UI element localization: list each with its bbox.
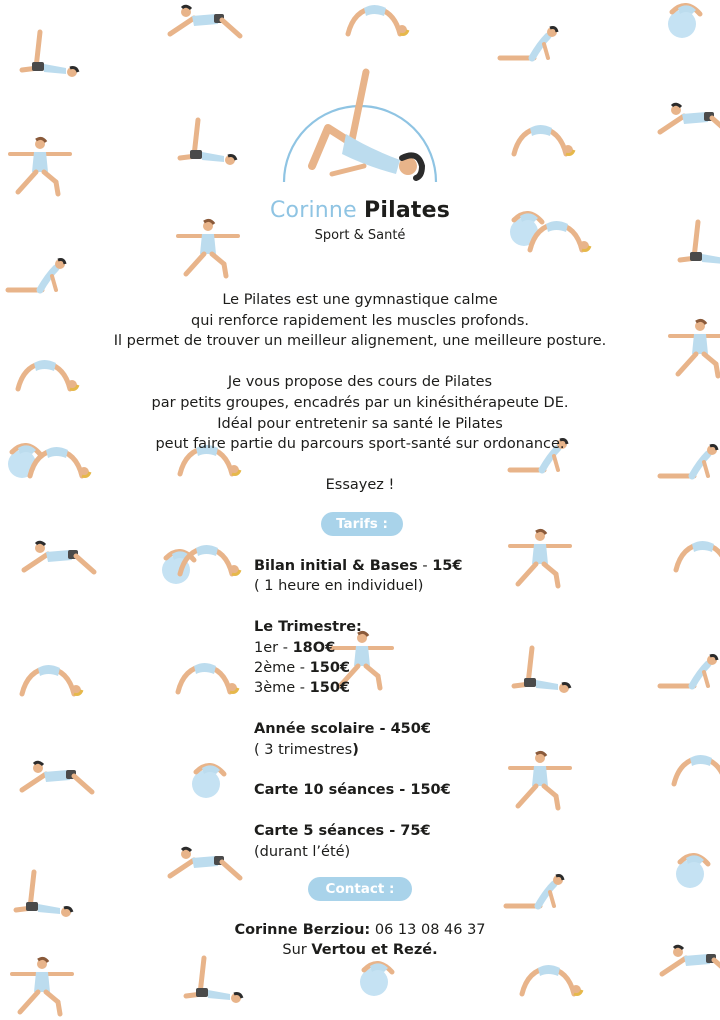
location-prefix: Sur [282, 942, 312, 959]
price-note [254, 740, 514, 760]
price-value: 15€ [432, 558, 463, 574]
price-note-text: ( 3 trimestres [254, 741, 353, 758]
contact-phone[interactable]: 06 13 08 46 37 [370, 922, 486, 938]
price-label: 2ème [254, 660, 296, 677]
intro-line: qui renforce rapidement les muscles profonds. [191, 312, 529, 329]
price-value: 150€ [309, 660, 351, 677]
tarifs-heading: Tarifs : [321, 512, 403, 536]
intro-line: peut faire partie du parcours sport-santé sur ordonance. [155, 436, 565, 453]
price-note: ( 1 heure en individuel) [254, 578, 424, 595]
price-list [254, 556, 514, 862]
price-note: (durant l’été) [254, 843, 351, 860]
pilates-bridge-logo-icon [272, 62, 448, 202]
price-note-paren: ) [352, 741, 359, 758]
contact-line [0, 920, 720, 940]
brand-title [0, 198, 720, 223]
price-label: Carte 10 séances - 150€ [254, 782, 451, 799]
price-separator: - [295, 680, 310, 697]
price-bilan [254, 556, 514, 576]
price-trimestre-item [254, 638, 514, 658]
intro-line: Il permet de trouver un meilleur alignement, une meilleure posture. [113, 333, 607, 350]
brand-first-name: Corinne [270, 198, 357, 223]
brand-second-name: Pilates [364, 198, 450, 223]
intro-line: Le Pilates est une gymnastique calme [222, 292, 498, 308]
price-carte5 [254, 821, 514, 841]
price-separator: - [417, 558, 433, 574]
contact-name: Corinne Berziou: [234, 922, 371, 938]
contact-info [0, 920, 720, 961]
price-value: 18O€ [292, 639, 336, 656]
price-label: Année scolaire - 450€ [254, 721, 431, 738]
price-separator: - [278, 639, 293, 656]
price-value: 150€ [309, 680, 351, 697]
price-separator: - [295, 660, 310, 677]
price-trimestre-item [254, 678, 514, 698]
contact-location: Vertou et Rezé. [311, 942, 438, 959]
price-trimestre-label [254, 617, 514, 637]
contact-heading: Contact : [308, 877, 412, 901]
price-annee [254, 719, 514, 739]
price-label: 3ème [254, 680, 296, 697]
contact-location-line [0, 940, 720, 960]
price-carte10 [254, 780, 514, 800]
price-trimestre-item [254, 658, 514, 678]
price-label: Le Trimestre: [254, 619, 362, 636]
intro-text [0, 290, 720, 496]
brand-tagline: Sport & Santé [314, 228, 406, 243]
intro-line: Idéal pour entretenir sa santé le Pilates [217, 415, 503, 432]
price-label: Carte 5 séances - 75€ [254, 823, 431, 840]
intro-line: par petits groupes, encadrés par un kinésithérapeute DE. [151, 394, 569, 411]
intro-cta: Essayez ! [325, 477, 395, 494]
price-label: Bilan initial & Bases [254, 558, 418, 574]
intro-line: Je vous propose des cours de Pilates [227, 374, 493, 391]
price-label: 1er [254, 639, 279, 656]
